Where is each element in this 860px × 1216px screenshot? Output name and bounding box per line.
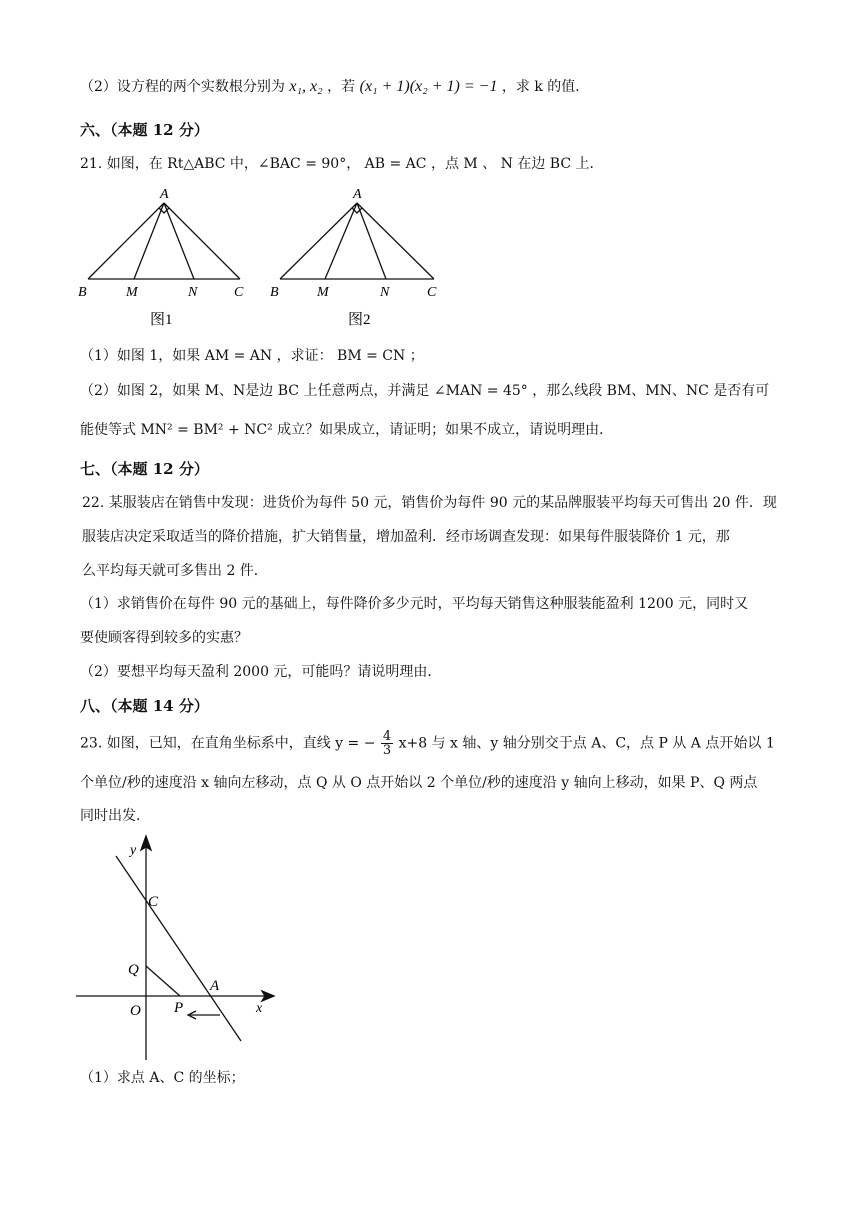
- q20-part2-suffix: ，求 k 的值．: [501, 79, 590, 95]
- fig1-segment-am: [134, 203, 164, 279]
- fig1-label-n: N: [188, 285, 198, 300]
- fig2-label-b: B: [270, 285, 279, 300]
- fig1-label-c: C: [234, 285, 244, 300]
- label-y: y: [130, 843, 137, 858]
- fig2-side-ab: [280, 203, 357, 279]
- fig1-side-ac: [164, 203, 240, 279]
- fig2-label-a: A: [353, 187, 362, 202]
- fig2-side-ac: [357, 203, 434, 279]
- fig2-label-c: C: [427, 285, 437, 300]
- fig2-segment-am: [325, 203, 357, 279]
- q23-line2: 个单位/秒的速度沿 x 轴向左移动，点 Q 从 O 点开始以 2 个单位/秒的速度沿 y 轴向上移动，如果 P、Q 两点: [80, 775, 758, 791]
- fig1-label-b: B: [78, 285, 87, 300]
- q20-roots-vars: x₁, x₂: [289, 78, 323, 95]
- fig2-caption: 图2: [348, 312, 371, 328]
- q21-part1: （1）如图 1，如果 AM = AN ，求证： BM = CN ；: [80, 348, 424, 364]
- q22-part1-line1: （1）求销售价在每件 90 元的基础上，每件降价多少元时，平均每天销售这种服装能盈利 1200 元，同时又: [80, 596, 749, 612]
- segment-qp: [146, 966, 180, 996]
- q23-coordinate-diagram: [70, 830, 290, 1065]
- q23-line3: 同时出发．: [80, 808, 150, 824]
- fig1-label-a: A: [160, 187, 169, 202]
- q20-part2-mid: ，若: [327, 79, 356, 95]
- fig2-label-m: M: [317, 285, 329, 300]
- q23-fraction-numerator: 4: [382, 729, 392, 744]
- q23-line1-post: x+8 与 x 轴、y 轴分别交于点 A、C，点 P 从 A 点开始以 1: [398, 735, 775, 752]
- q22-part1-line2: 要使顾客得到较多的实惠？: [80, 630, 248, 646]
- label-a: A: [210, 978, 220, 994]
- section6-heading: 六、（本题 12 分）: [80, 121, 209, 139]
- q22-line2: 服装店决定采取适当的降价措施，扩大销售量，增加盈利．经市场调查发现：如果每件服装降价 1 元，那: [82, 529, 730, 545]
- q20-condition-equation: (x₁ + 1)(x₂ + 1) = −1: [359, 78, 498, 95]
- q20-part2-prefix: （2）设方程的两个实数根分别为: [80, 79, 285, 95]
- q23-line1-pre: 23. 如图，已知，在直角坐标系中，直线 y = −: [80, 735, 376, 752]
- q21-figure2: [280, 203, 434, 279]
- q21-figure1: [88, 203, 240, 279]
- fig1-label-m: M: [126, 285, 138, 300]
- label-c: C: [148, 894, 159, 910]
- q22-part2: （2）要想平均每天盈利 2000 元，可能吗？请说明理由．: [80, 664, 442, 680]
- q21-figures: [76, 184, 456, 334]
- label-q: Q: [128, 962, 139, 978]
- q21-stem: 21. 如图，在 Rt△ABC 中，∠BAC = 90°， AB = AC ，点 M 、 N 在边 BC 上．: [80, 156, 604, 172]
- q21-part2-line2: 能使等式 MN² = BM² + NC² 成立？如果成立，请证明；如果不成立，请说明理由．: [80, 422, 614, 438]
- q22-line3: 么平均每天就可多售出 2 件．: [82, 563, 268, 579]
- q23-part1: （1）求点 A、C 的坐标；: [80, 1070, 245, 1086]
- label-x: x: [256, 1001, 263, 1016]
- section8-heading: 八、（本题 14 分）: [80, 697, 209, 715]
- section7-heading: 七、（本题 12 分）: [80, 460, 209, 478]
- label-p: P: [174, 1000, 184, 1016]
- q23-fraction-denominator: 3: [382, 743, 392, 758]
- q22-line1: 22. 某服装店在销售中发现：进货价为每件 50 元，销售价为每件 90 元的某品牌服装平均每天可售出 20 件．现: [82, 495, 777, 511]
- fig1-caption: 图1: [150, 312, 173, 328]
- q21-part2-line1: （2）如图 2，如果 M、N是边 BC 上任意两点，并满足 ∠MAN = 45° ，那么线段 BM、MN、NC 是否有可: [80, 383, 770, 399]
- fig2-segment-an: [357, 203, 386, 279]
- label-o: O: [130, 1003, 141, 1019]
- q20-part2-line: [80, 76, 589, 96]
- q23-slope-fraction: [381, 730, 393, 757]
- fig1-side-ab: [88, 203, 164, 279]
- fig1-segment-an: [164, 203, 194, 279]
- fig2-label-n: N: [380, 285, 390, 300]
- q23-line1: [80, 730, 775, 757]
